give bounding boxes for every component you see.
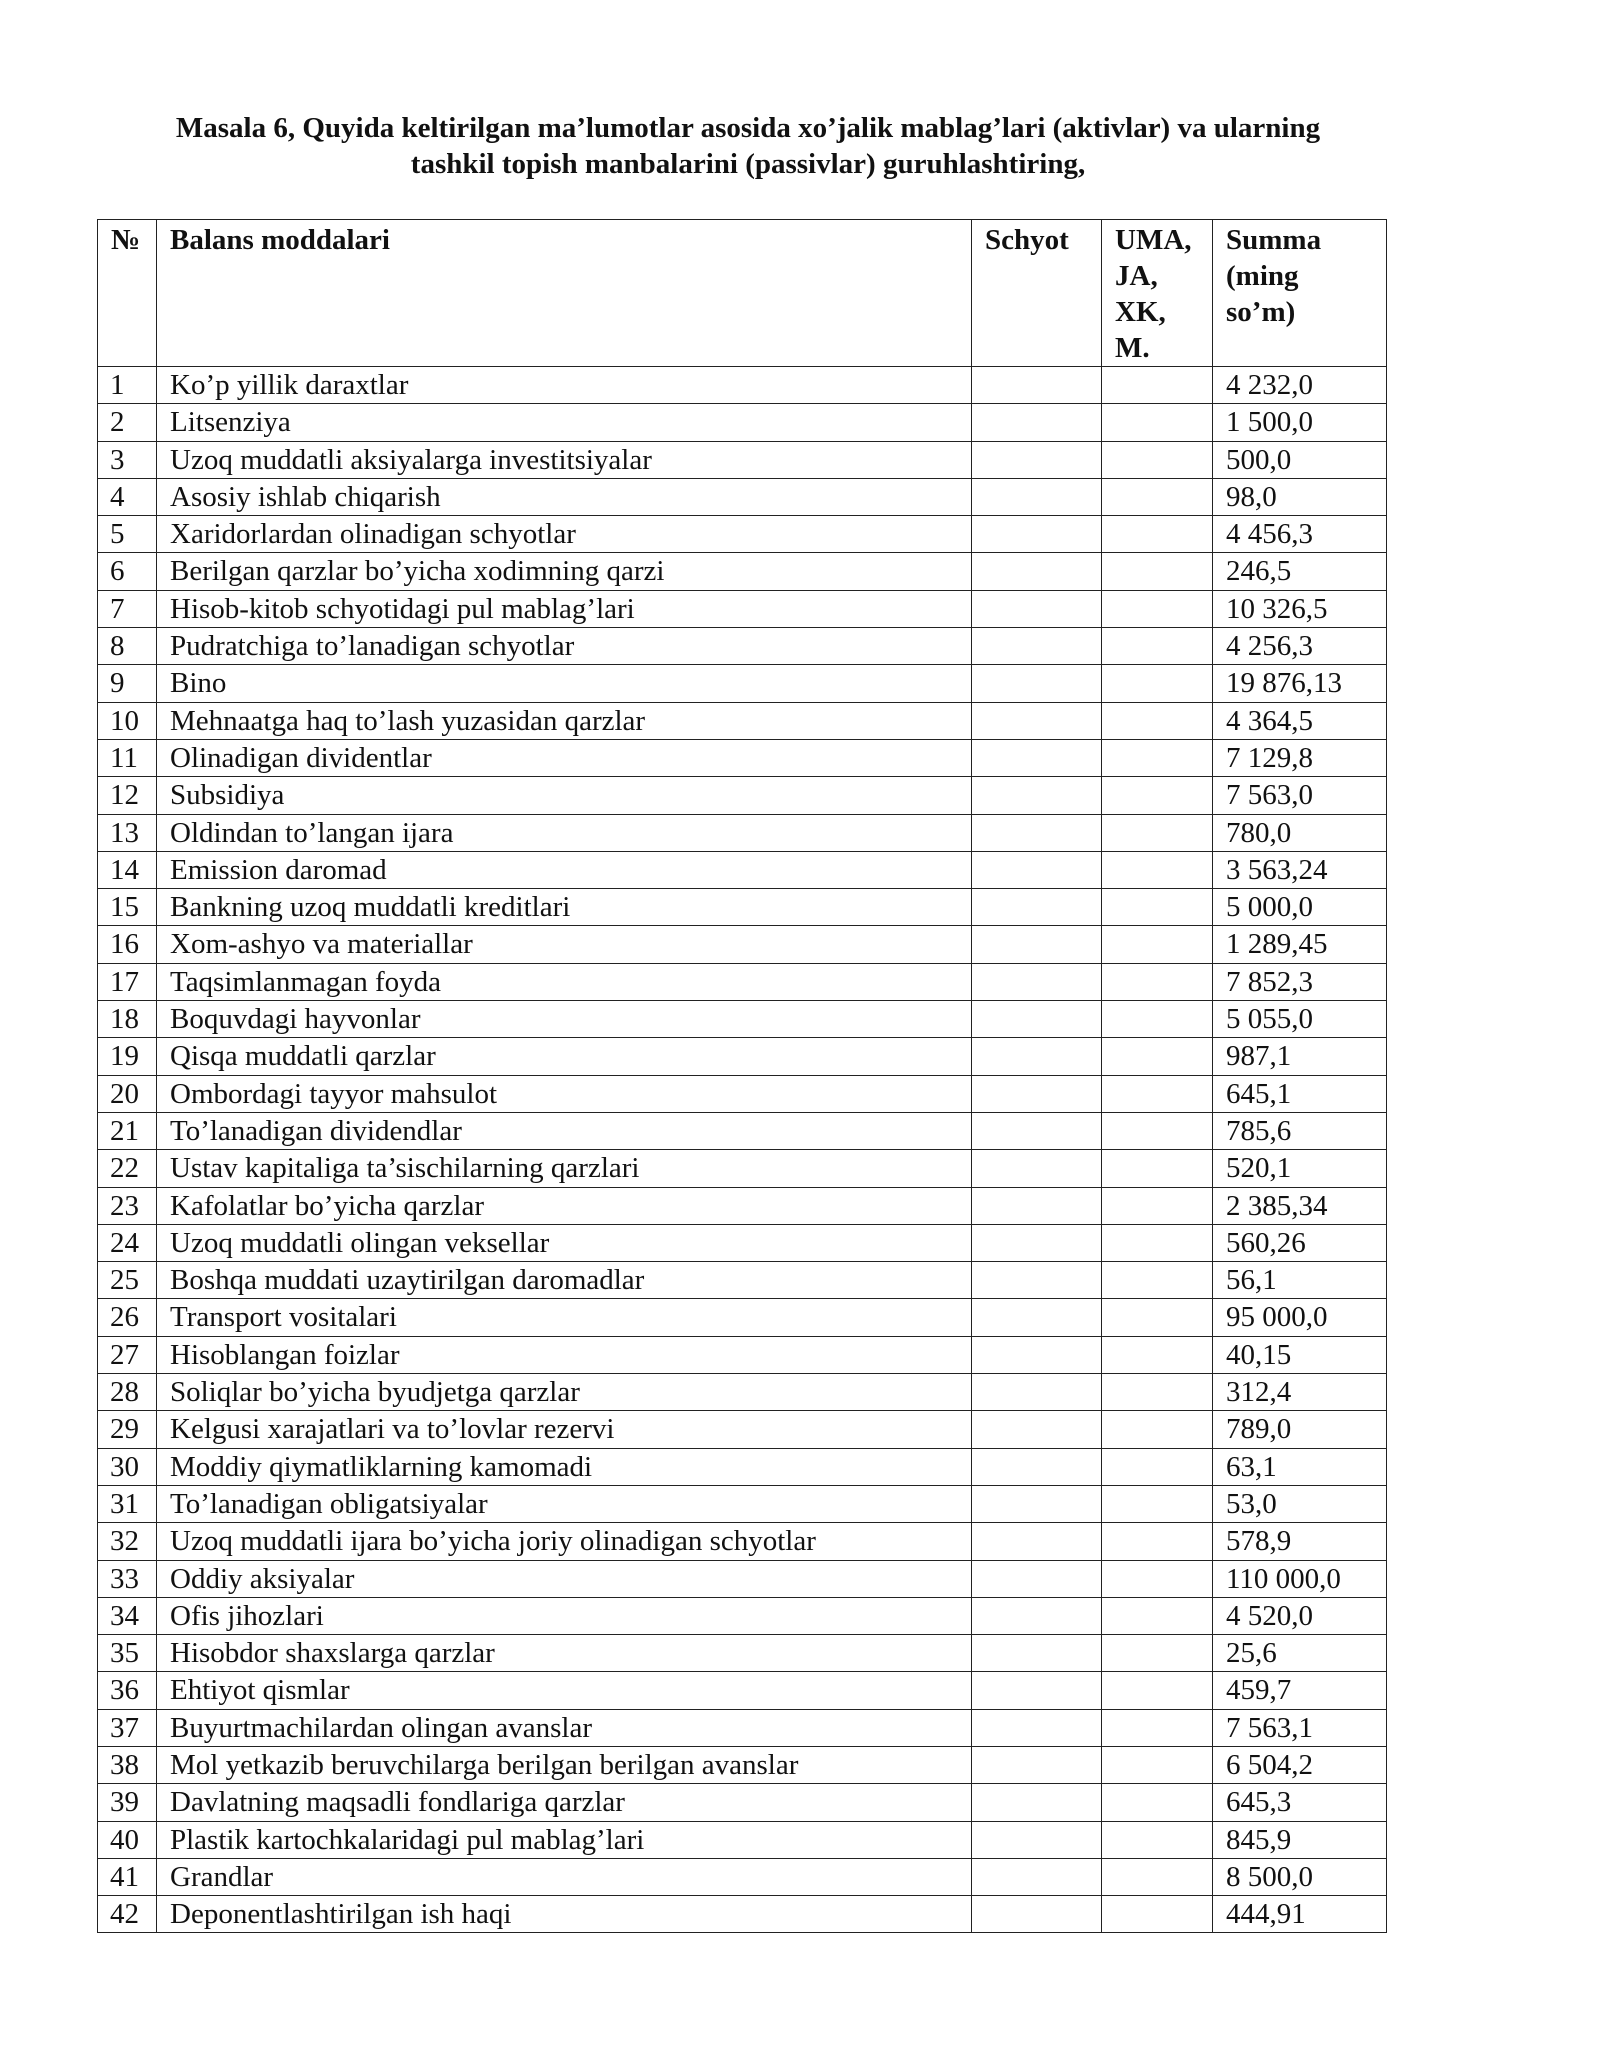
cell-balance-item: Davlatning maqsadli fondlariga qarzlar <box>157 1784 972 1821</box>
cell-group <box>1102 1224 1213 1261</box>
cell-number: 7 <box>98 590 157 627</box>
table-row <box>98 1299 1387 1336</box>
cell-account <box>972 777 1102 814</box>
cell-number: 5 <box>98 516 157 553</box>
cell-balance-item: Kelgusi xarajatlari va to’lovlar rezervi <box>157 1411 972 1448</box>
cell-balance-item: Emission daromad <box>157 851 972 888</box>
cell-balance-item: Kafolatlar bo’yicha qarzlar <box>157 1187 972 1224</box>
cell-sum: 520,1 <box>1213 1150 1387 1187</box>
cell-number: 9 <box>98 665 157 702</box>
header-balance-items: Balans moddalari <box>157 220 972 367</box>
cell-sum: 500,0 <box>1213 441 1387 478</box>
cell-sum: 312,4 <box>1213 1374 1387 1411</box>
table-row <box>98 478 1387 515</box>
cell-account <box>972 851 1102 888</box>
cell-account <box>972 1374 1102 1411</box>
cell-number: 21 <box>98 1112 157 1149</box>
cell-account <box>972 1150 1102 1187</box>
cell-sum: 53,0 <box>1213 1485 1387 1522</box>
table-row <box>98 1448 1387 1485</box>
cell-group <box>1102 851 1213 888</box>
cell-group <box>1102 889 1213 926</box>
header-group-line: XK, <box>1115 296 1166 328</box>
cell-account <box>972 739 1102 776</box>
cell-group <box>1102 1187 1213 1224</box>
table-row <box>98 1560 1387 1597</box>
cell-group <box>1102 1075 1213 1112</box>
cell-account <box>972 889 1102 926</box>
header-sum-line: (ming <box>1226 260 1299 292</box>
cell-group <box>1102 553 1213 590</box>
cell-account <box>972 1746 1102 1783</box>
cell-group <box>1102 1448 1213 1485</box>
cell-group <box>1102 1709 1213 1746</box>
cell-balance-item: Bino <box>157 665 972 702</box>
cell-group <box>1102 1784 1213 1821</box>
table-row <box>98 851 1387 888</box>
cell-sum: 560,26 <box>1213 1224 1387 1261</box>
header-group-line: JA, <box>1115 260 1158 292</box>
cell-balance-item: Subsidiya <box>157 777 972 814</box>
cell-group <box>1102 739 1213 776</box>
cell-account <box>972 1112 1102 1149</box>
cell-sum: 7 563,1 <box>1213 1709 1387 1746</box>
cell-number: 28 <box>98 1374 157 1411</box>
cell-group <box>1102 441 1213 478</box>
table-row <box>98 665 1387 702</box>
cell-account <box>972 963 1102 1000</box>
table-row <box>98 1597 1387 1634</box>
cell-account <box>972 665 1102 702</box>
header-group <box>1102 220 1213 367</box>
cell-group <box>1102 926 1213 963</box>
cell-group <box>1102 1858 1213 1895</box>
cell-number: 24 <box>98 1224 157 1261</box>
cell-balance-item: Oddiy aksiyalar <box>157 1560 972 1597</box>
cell-balance-item: Mol yetkazib beruvchilarga berilgan berilgan avanslar <box>157 1746 972 1783</box>
cell-group <box>1102 590 1213 627</box>
cell-group <box>1102 1299 1213 1336</box>
cell-number: 42 <box>98 1896 157 1933</box>
table-row <box>98 553 1387 590</box>
cell-account <box>972 1858 1102 1895</box>
title-line-2: tashkil topish manbalarini (passivlar) guruhlashtiring, <box>410 148 1086 180</box>
cell-number: 33 <box>98 1560 157 1597</box>
table-row <box>98 1896 1387 1933</box>
cell-number: 12 <box>98 777 157 814</box>
table-row <box>98 1038 1387 1075</box>
cell-group <box>1102 1597 1213 1634</box>
cell-account <box>972 1560 1102 1597</box>
cell-account <box>972 590 1102 627</box>
cell-sum: 2 385,34 <box>1213 1187 1387 1224</box>
cell-balance-item: Hisob-kitob schyotidagi pul mablag’lari <box>157 590 972 627</box>
cell-group <box>1102 1262 1213 1299</box>
cell-number: 10 <box>98 702 157 739</box>
cell-group <box>1102 1112 1213 1149</box>
cell-sum: 25,6 <box>1213 1635 1387 1672</box>
cell-group <box>1102 1821 1213 1858</box>
cell-balance-item: Deponentlashtirilgan ish haqi <box>157 1896 972 1933</box>
table-row <box>98 1411 1387 1448</box>
cell-account <box>972 628 1102 665</box>
cell-number: 27 <box>98 1336 157 1373</box>
cell-sum: 3 563,24 <box>1213 851 1387 888</box>
cell-account <box>972 1001 1102 1038</box>
cell-group <box>1102 1411 1213 1448</box>
cell-balance-item: Grandlar <box>157 1858 972 1895</box>
cell-group <box>1102 1150 1213 1187</box>
cell-balance-item: Qisqa muddatli qarzlar <box>157 1038 972 1075</box>
cell-sum: 7 852,3 <box>1213 963 1387 1000</box>
cell-group <box>1102 1635 1213 1672</box>
cell-group <box>1102 1672 1213 1709</box>
cell-sum: 98,0 <box>1213 478 1387 515</box>
cell-balance-item: Ofis jihozlari <box>157 1597 972 1634</box>
cell-number: 13 <box>98 814 157 851</box>
cell-number: 19 <box>98 1038 157 1075</box>
cell-balance-item: Buyurtmachilardan olingan avanslar <box>157 1709 972 1746</box>
cell-account <box>972 516 1102 553</box>
cell-number: 30 <box>98 1448 157 1485</box>
cell-account <box>972 1635 1102 1672</box>
header-group-line: UMA, <box>1115 224 1192 256</box>
cell-group <box>1102 1746 1213 1783</box>
cell-sum: 459,7 <box>1213 1672 1387 1709</box>
cell-number: 11 <box>98 739 157 776</box>
cell-sum: 5 055,0 <box>1213 1001 1387 1038</box>
cell-group <box>1102 665 1213 702</box>
cell-account <box>972 441 1102 478</box>
table-row <box>98 1112 1387 1149</box>
table-row <box>98 963 1387 1000</box>
cell-balance-item: Ombordagi tayyor mahsulot <box>157 1075 972 1112</box>
cell-account <box>972 926 1102 963</box>
cell-sum: 95 000,0 <box>1213 1299 1387 1336</box>
cell-number: 6 <box>98 553 157 590</box>
table-row <box>98 367 1387 404</box>
cell-account <box>972 1784 1102 1821</box>
cell-account <box>972 1597 1102 1634</box>
document-title <box>108 110 1388 182</box>
table-row <box>98 1075 1387 1112</box>
cell-account <box>972 1411 1102 1448</box>
table-row <box>98 1001 1387 1038</box>
cell-sum: 4 520,0 <box>1213 1597 1387 1634</box>
cell-sum: 785,6 <box>1213 1112 1387 1149</box>
cell-number: 15 <box>98 889 157 926</box>
table-row <box>98 889 1387 926</box>
cell-sum: 5 000,0 <box>1213 889 1387 926</box>
cell-account <box>972 702 1102 739</box>
cell-account <box>972 1709 1102 1746</box>
cell-number: 16 <box>98 926 157 963</box>
table-row <box>98 1672 1387 1709</box>
cell-group <box>1102 367 1213 404</box>
balance-items-table <box>97 219 1387 1933</box>
cell-balance-item: Bankning uzoq muddatli kreditlari <box>157 889 972 926</box>
cell-sum: 19 876,13 <box>1213 665 1387 702</box>
cell-balance-item: Boshqa muddati uzaytirilgan daromadlar <box>157 1262 972 1299</box>
cell-number: 39 <box>98 1784 157 1821</box>
cell-balance-item: Xom-ashyo va materiallar <box>157 926 972 963</box>
cell-account <box>972 1262 1102 1299</box>
table-row <box>98 1336 1387 1373</box>
cell-number: 20 <box>98 1075 157 1112</box>
cell-number: 36 <box>98 1672 157 1709</box>
cell-balance-item: Transport vositalari <box>157 1299 972 1336</box>
cell-balance-item: Uzoq muddatli olingan veksellar <box>157 1224 972 1261</box>
cell-number: 1 <box>98 367 157 404</box>
cell-balance-item: Ustav kapitaliga ta’sischilarning qarzlari <box>157 1150 972 1187</box>
cell-balance-item: Berilgan qarzlar bo’yicha xodimning qarzi <box>157 553 972 590</box>
cell-group <box>1102 1336 1213 1373</box>
cell-account <box>972 1672 1102 1709</box>
cell-group <box>1102 1523 1213 1560</box>
cell-group <box>1102 1038 1213 1075</box>
cell-balance-item: Litsenziya <box>157 404 972 441</box>
cell-sum: 780,0 <box>1213 814 1387 851</box>
table-row <box>98 1523 1387 1560</box>
cell-sum: 4 364,5 <box>1213 702 1387 739</box>
cell-sum: 40,15 <box>1213 1336 1387 1373</box>
table-row <box>98 1635 1387 1672</box>
cell-sum: 4 232,0 <box>1213 367 1387 404</box>
cell-balance-item: Soliqlar bo’yicha byudjetga qarzlar <box>157 1374 972 1411</box>
header-account: Schyot <box>972 220 1102 367</box>
cell-sum: 444,91 <box>1213 1896 1387 1933</box>
cell-balance-item: Ehtiyot qismlar <box>157 1672 972 1709</box>
cell-group <box>1102 1896 1213 1933</box>
cell-sum: 7 129,8 <box>1213 739 1387 776</box>
cell-number: 3 <box>98 441 157 478</box>
cell-balance-item: Taqsimlanmagan foyda <box>157 963 972 1000</box>
cell-balance-item: Uzoq muddatli ijara bo’yicha joriy olinadigan schyotlar <box>157 1523 972 1560</box>
cell-group <box>1102 478 1213 515</box>
table-row <box>98 1858 1387 1895</box>
cell-account <box>972 1038 1102 1075</box>
cell-number: 34 <box>98 1597 157 1634</box>
table-row <box>98 1262 1387 1299</box>
cell-account <box>972 553 1102 590</box>
header-sum-line: Summa <box>1226 224 1322 256</box>
cell-sum: 645,1 <box>1213 1075 1387 1112</box>
cell-number: 23 <box>98 1187 157 1224</box>
table-row <box>98 1150 1387 1187</box>
cell-number: 41 <box>98 1858 157 1895</box>
table-row <box>98 1224 1387 1261</box>
table-row <box>98 702 1387 739</box>
cell-number: 35 <box>98 1635 157 1672</box>
table-row <box>98 739 1387 776</box>
table-row <box>98 441 1387 478</box>
table-row <box>98 814 1387 851</box>
cell-sum: 10 326,5 <box>1213 590 1387 627</box>
cell-balance-item: Pudratchiga to’lanadigan schyotlar <box>157 628 972 665</box>
cell-group <box>1102 702 1213 739</box>
cell-sum: 8 500,0 <box>1213 1858 1387 1895</box>
cell-sum: 789,0 <box>1213 1411 1387 1448</box>
cell-account <box>972 367 1102 404</box>
title-line-1: Masala 6, Quyida keltirilgan ma’lumotlar asosida xo’jalik mablag’lari (aktivlar) va ularning <box>175 112 1321 144</box>
cell-group <box>1102 1485 1213 1522</box>
table-row <box>98 516 1387 553</box>
table-row <box>98 1821 1387 1858</box>
cell-number: 38 <box>98 1746 157 1783</box>
cell-account <box>972 1896 1102 1933</box>
cell-group <box>1102 516 1213 553</box>
cell-number: 18 <box>98 1001 157 1038</box>
cell-number: 26 <box>98 1299 157 1336</box>
cell-balance-item: Uzoq muddatli aksiyalarga investitsiyalar <box>157 441 972 478</box>
cell-group <box>1102 814 1213 851</box>
cell-number: 40 <box>98 1821 157 1858</box>
cell-number: 29 <box>98 1411 157 1448</box>
cell-number: 22 <box>98 1150 157 1187</box>
cell-sum: 987,1 <box>1213 1038 1387 1075</box>
cell-group <box>1102 1560 1213 1597</box>
cell-group <box>1102 1001 1213 1038</box>
cell-group <box>1102 777 1213 814</box>
table-row <box>98 1709 1387 1746</box>
cell-account <box>972 814 1102 851</box>
cell-sum: 7 563,0 <box>1213 777 1387 814</box>
cell-balance-item: Boquvdagi hayvonlar <box>157 1001 972 1038</box>
cell-account <box>972 1187 1102 1224</box>
table-row <box>98 1374 1387 1411</box>
table-body <box>98 367 1387 1933</box>
table-row <box>98 404 1387 441</box>
cell-account <box>972 1523 1102 1560</box>
cell-account <box>972 1448 1102 1485</box>
cell-balance-item: Ko’p yillik daraxtlar <box>157 367 972 404</box>
cell-account <box>972 404 1102 441</box>
cell-sum: 1 500,0 <box>1213 404 1387 441</box>
cell-group <box>1102 1374 1213 1411</box>
header-sum-line: so’m) <box>1226 296 1296 328</box>
table-row <box>98 1485 1387 1522</box>
cell-number: 31 <box>98 1485 157 1522</box>
cell-sum: 4 456,3 <box>1213 516 1387 553</box>
cell-account <box>972 1299 1102 1336</box>
cell-balance-item: Asosiy ishlab chiqarish <box>157 478 972 515</box>
cell-sum: 56,1 <box>1213 1262 1387 1299</box>
table-row <box>98 926 1387 963</box>
cell-sum: 1 289,45 <box>1213 926 1387 963</box>
cell-number: 37 <box>98 1709 157 1746</box>
table-row <box>98 1784 1387 1821</box>
cell-account <box>972 478 1102 515</box>
cell-number: 14 <box>98 851 157 888</box>
cell-balance-item: Xaridorlardan olinadigan schyotlar <box>157 516 972 553</box>
cell-balance-item: Olinadigan dividentlar <box>157 739 972 776</box>
header-number: № <box>98 220 157 367</box>
cell-sum: 4 256,3 <box>1213 628 1387 665</box>
cell-balance-item: Moddiy qiymatliklarning kamomadi <box>157 1448 972 1485</box>
table-row <box>98 590 1387 627</box>
cell-balance-item: Plastik kartochkalaridagi pul mablag’lari <box>157 1821 972 1858</box>
cell-balance-item: Mehnaatga haq to’lash yuzasidan qarzlar <box>157 702 972 739</box>
cell-sum: 578,9 <box>1213 1523 1387 1560</box>
cell-account <box>972 1224 1102 1261</box>
cell-number: 2 <box>98 404 157 441</box>
cell-account <box>972 1485 1102 1522</box>
cell-balance-item: To’lanadigan obligatsiyalar <box>157 1485 972 1522</box>
cell-number: 4 <box>98 478 157 515</box>
cell-sum: 645,3 <box>1213 1784 1387 1821</box>
cell-account <box>972 1336 1102 1373</box>
cell-balance-item: Hisobdor shaxslarga qarzlar <box>157 1635 972 1672</box>
cell-sum: 246,5 <box>1213 553 1387 590</box>
table-row <box>98 1187 1387 1224</box>
table-row <box>98 1746 1387 1783</box>
cell-group <box>1102 963 1213 1000</box>
cell-balance-item: To’lanadigan dividendlar <box>157 1112 972 1149</box>
cell-sum: 6 504,2 <box>1213 1746 1387 1783</box>
cell-account <box>972 1075 1102 1112</box>
table-header-row <box>98 220 1387 367</box>
table-row <box>98 628 1387 665</box>
cell-number: 17 <box>98 963 157 1000</box>
cell-sum: 63,1 <box>1213 1448 1387 1485</box>
header-sum <box>1213 220 1387 367</box>
cell-sum: 110 000,0 <box>1213 1560 1387 1597</box>
cell-number: 8 <box>98 628 157 665</box>
cell-number: 25 <box>98 1262 157 1299</box>
cell-sum: 845,9 <box>1213 1821 1387 1858</box>
header-group-line: M. <box>1115 332 1150 364</box>
cell-balance-item: Hisoblangan foizlar <box>157 1336 972 1373</box>
cell-group <box>1102 404 1213 441</box>
cell-account <box>972 1821 1102 1858</box>
table-row <box>98 777 1387 814</box>
cell-group <box>1102 628 1213 665</box>
cell-balance-item: Oldindan to’langan ijara <box>157 814 972 851</box>
cell-number: 32 <box>98 1523 157 1560</box>
